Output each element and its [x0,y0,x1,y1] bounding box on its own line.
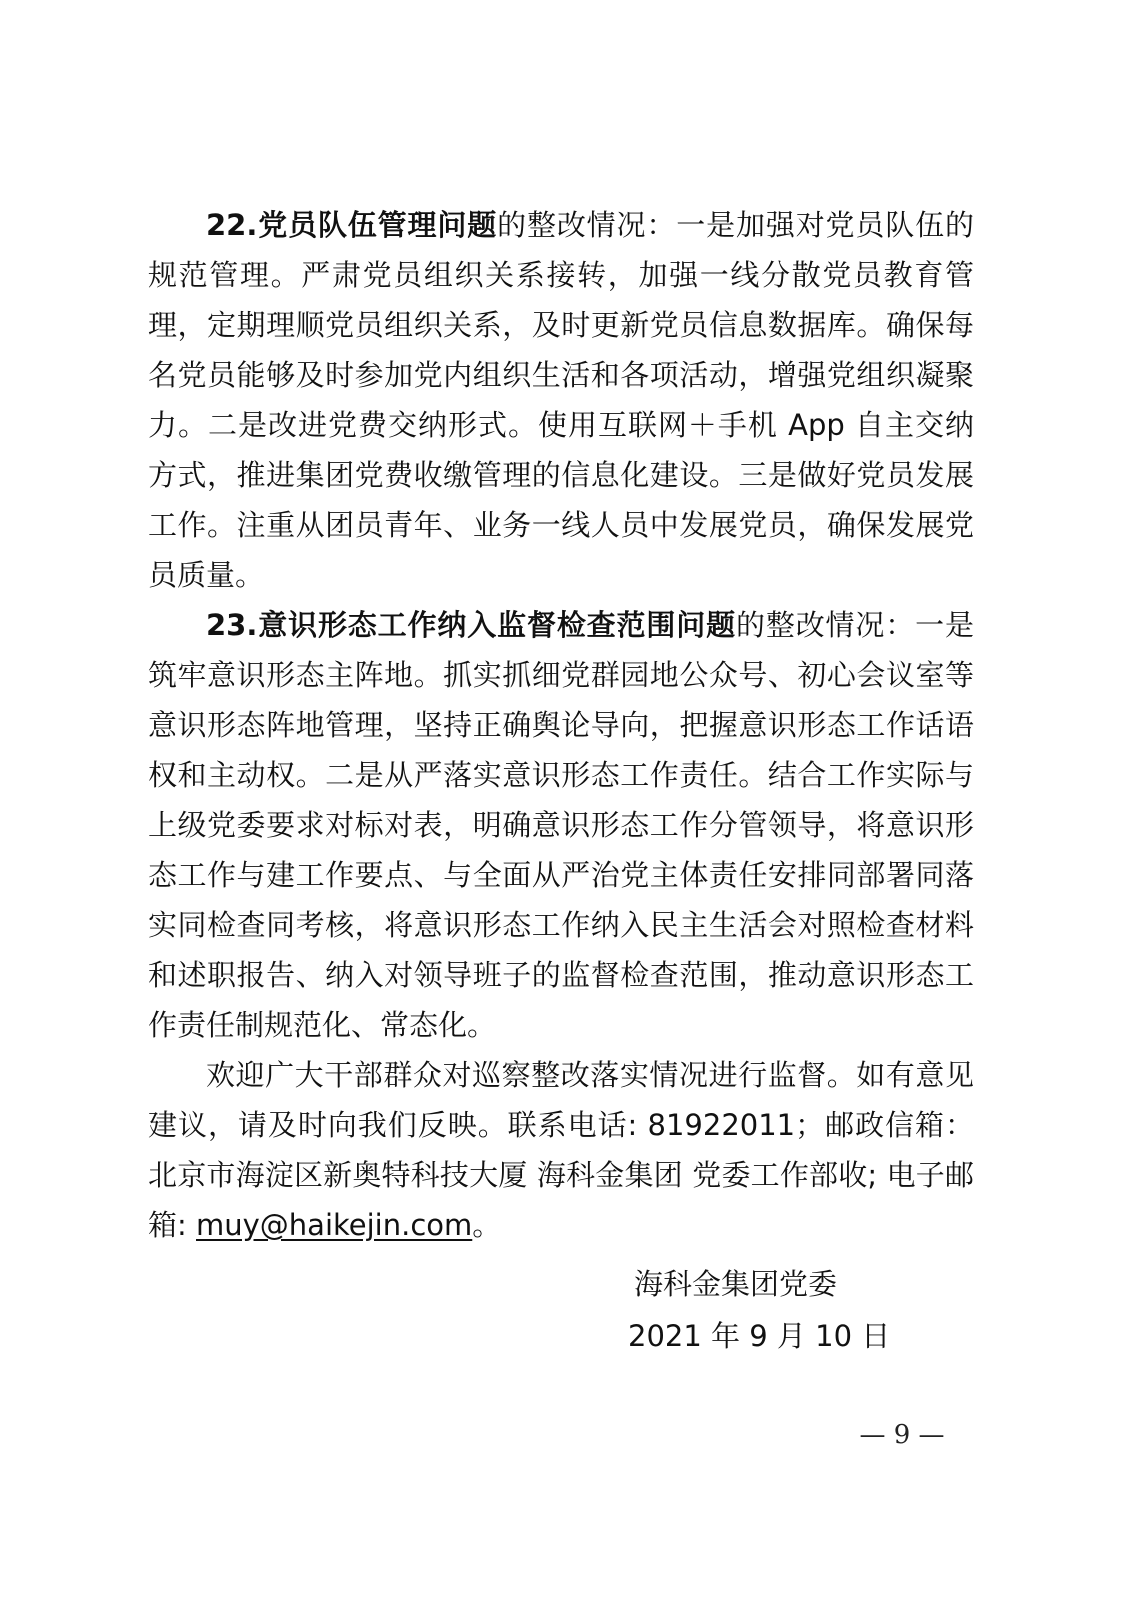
contact-email-link[interactable]: muy@haikejin.com [196,1208,473,1242]
closing-end: 。 [472,1208,502,1242]
paragraph-22-heading: 22.党员队伍管理问题 [206,208,498,242]
signature-date: 2021 年 9 月 10 日 [628,1319,891,1353]
signature-block [600,1258,940,1362]
signature-organization: 海科金集团党委 [634,1267,838,1301]
closing-paragraph [148,1050,974,1250]
paragraph-22 [148,200,974,600]
paragraph-23-heading: 23.意识形态工作纳入监督检查范围问题 [206,608,736,642]
document-body [148,200,974,1250]
paragraph-23 [148,600,974,1050]
closing-text: 欢迎广大干部群众对巡察整改落实情况进行监督。如有意见建议，请及时向我们反映。联系电话: 81922011；邮政信箱：北京市海淀区新奥特科技大厦 海科金集团 党委工作部收; 电子邮箱: [148,1058,974,1242]
paragraph-22-text: 的整改情况：一是加强对党员队伍的规范管理。严肃党员组织关系接转，加强一线分散党员教育管理，定期理顺党员组织关系，及时更新党员信息数据库。确保每名党员能够及时参加党内组织生活和各项活动，增强党组织凝聚力。二是改进党费交纳形式。使用互联网＋手机 App 自主交纳方式，推进集团党费收缴管理的信息化建设。三是做好党员发展工作。注重从团员青年、业务一线人员中发展党员，确保发展党员质量。 [148,208,974,592]
paragraph-23-text: 的整改情况：一是筑牢意识形态主阵地。抓实抓细党群园地公众号、初心会议室等意识形态阵地管理，坚持正确舆论导向，把握意识形态工作话语权和主动权。二是从严落实意识形态工作责任。结合工作实际与上级党委要求对标对表，明确意识形态工作分管领导，将意识形态工作与建工作要点、与全面从严治党主体责任安排同部署同落实同检查同考核，将意识形态工作纳入民主生活会对照检查材料和述职报告、纳入对领导班子的监督检查范围，推动意识形态工作责任制规范化、常态化。 [148,608,974,1042]
page-number: — 9 — [859,1420,945,1450]
